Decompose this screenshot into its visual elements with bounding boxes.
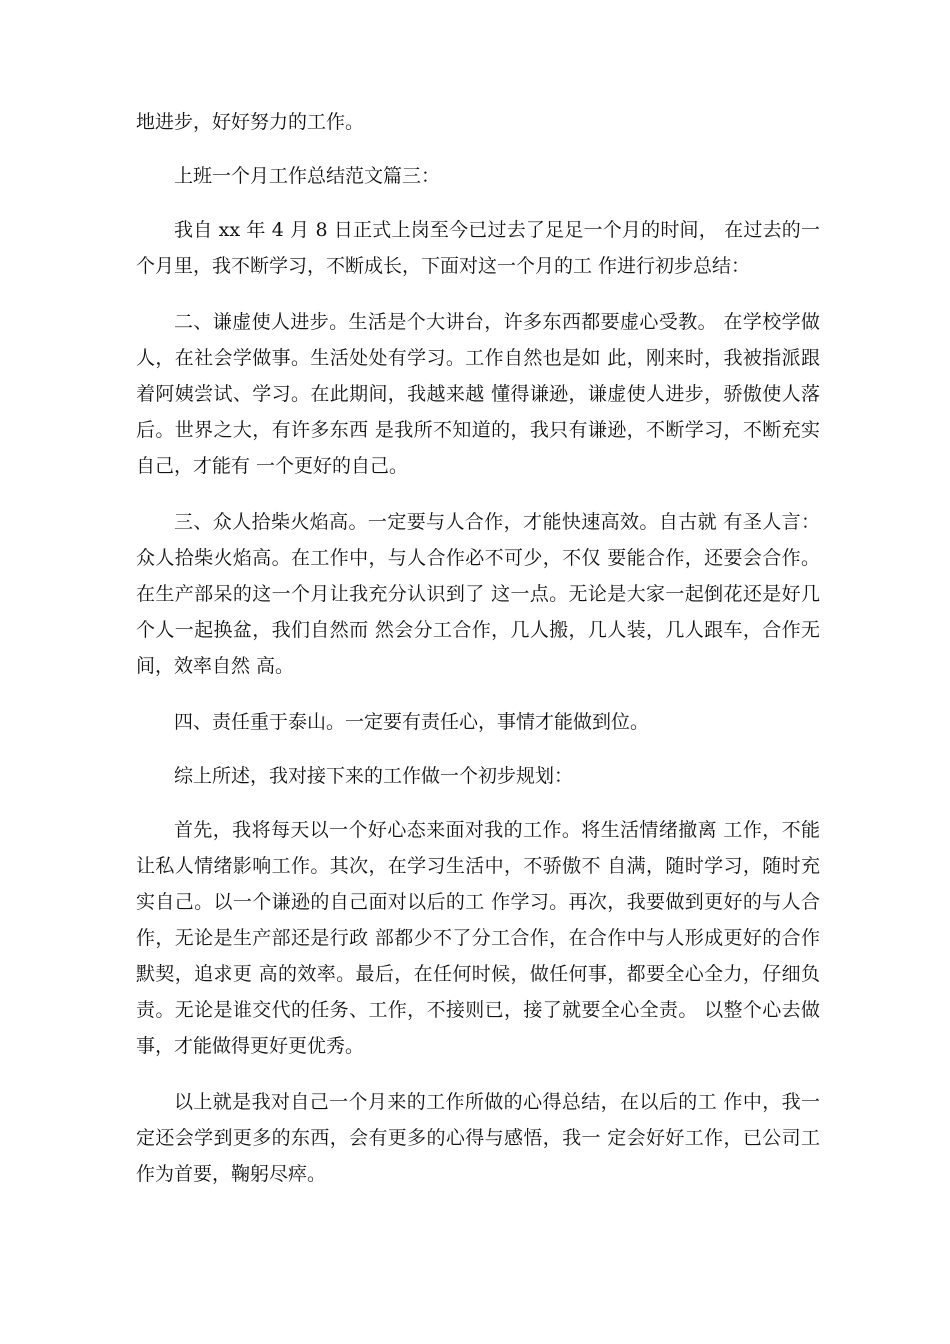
paragraph-point-three: 三、众人拾柴火焰高。一定要与人合作，才能快速高效。自古就 有圣人言：众人拾柴火焰高。在工作中，与人合作必不可少，不仅 要能合作，还要会合作。在生产部呆的这一个月让我充分认识到了 这一点。无论是大家一起倒花还是好几个人一起换盆，我们自然而 然会分工合作，几人搬，几人装，几人跟车，合作无间，效率自然 高。 bbox=[136, 511, 820, 677]
paragraph-continuation: 地进步，好好努力的工作。 bbox=[136, 111, 365, 133]
paragraph-point-four: 四、责任重于泰山。一定要有责任心，事情才能做到位。 bbox=[174, 711, 650, 733]
paragraph-conclusion: 以上就是我对自己一个月来的工作所做的心得总结，在以后的工 作中，我一定还会学到更多的东西，会有更多的心得与感悟，我一 定会好好工作，已公司工作为首要，鞠躬尽瘁。 bbox=[136, 1091, 820, 1185]
document-body bbox=[136, 104, 820, 1212]
paragraph-intro: 我自 xx 年 4 月 8 日正式上岗至今已过去了足足一个月的时间， 在过去的一个月里，我不断学习，不断成长，下面对这一个月的工 作进行初步总结： bbox=[136, 219, 820, 277]
paragraph-point-two: 二、谦虚使人进步。生活是个大讲台，许多东西都要虚心受教。 在学校学做人，在社会学做事。生活处处有学习。工作自然也是如 此，刚来时，我被指派跟着阿姨尝试、学习。在此期间，我越来越 懂得谦逊，谦虚使人进步，骄傲使人落后。世界之大，有许多东西 是我所不知道的，我只有谦逊，不断学习，不断充实自己，才能有 一个更好的自己。 bbox=[136, 311, 820, 477]
paragraph-summary-lead: 综上所述，我对接下来的工作做一个初步规划： bbox=[174, 765, 574, 787]
section-heading: 上班一个月工作总结范文篇三： bbox=[174, 165, 441, 187]
paragraph-plan: 首先，我将每天以一个好心态来面对我的工作。将生活情绪撤离 工作，不能让私人情绪影响工作。其次，在学习生活中，不骄傲不 自满，随时学习，随时充实自己。以一个谦逊的自己面对以后的工 作学习。再次，我要做到更好的与人合作，无论是生产部还是行政 部都少不了分工合作，在合作中与人形成更好的合作默契，追求更 高的效率。最后，在任何时候，做任何事，都要全心全力，仔细负 责。无论是谁交代的任务、工作，不接则已，接了就要全心全责。 以整个心去做事，才能做得更好更优秀。 bbox=[136, 819, 820, 1057]
